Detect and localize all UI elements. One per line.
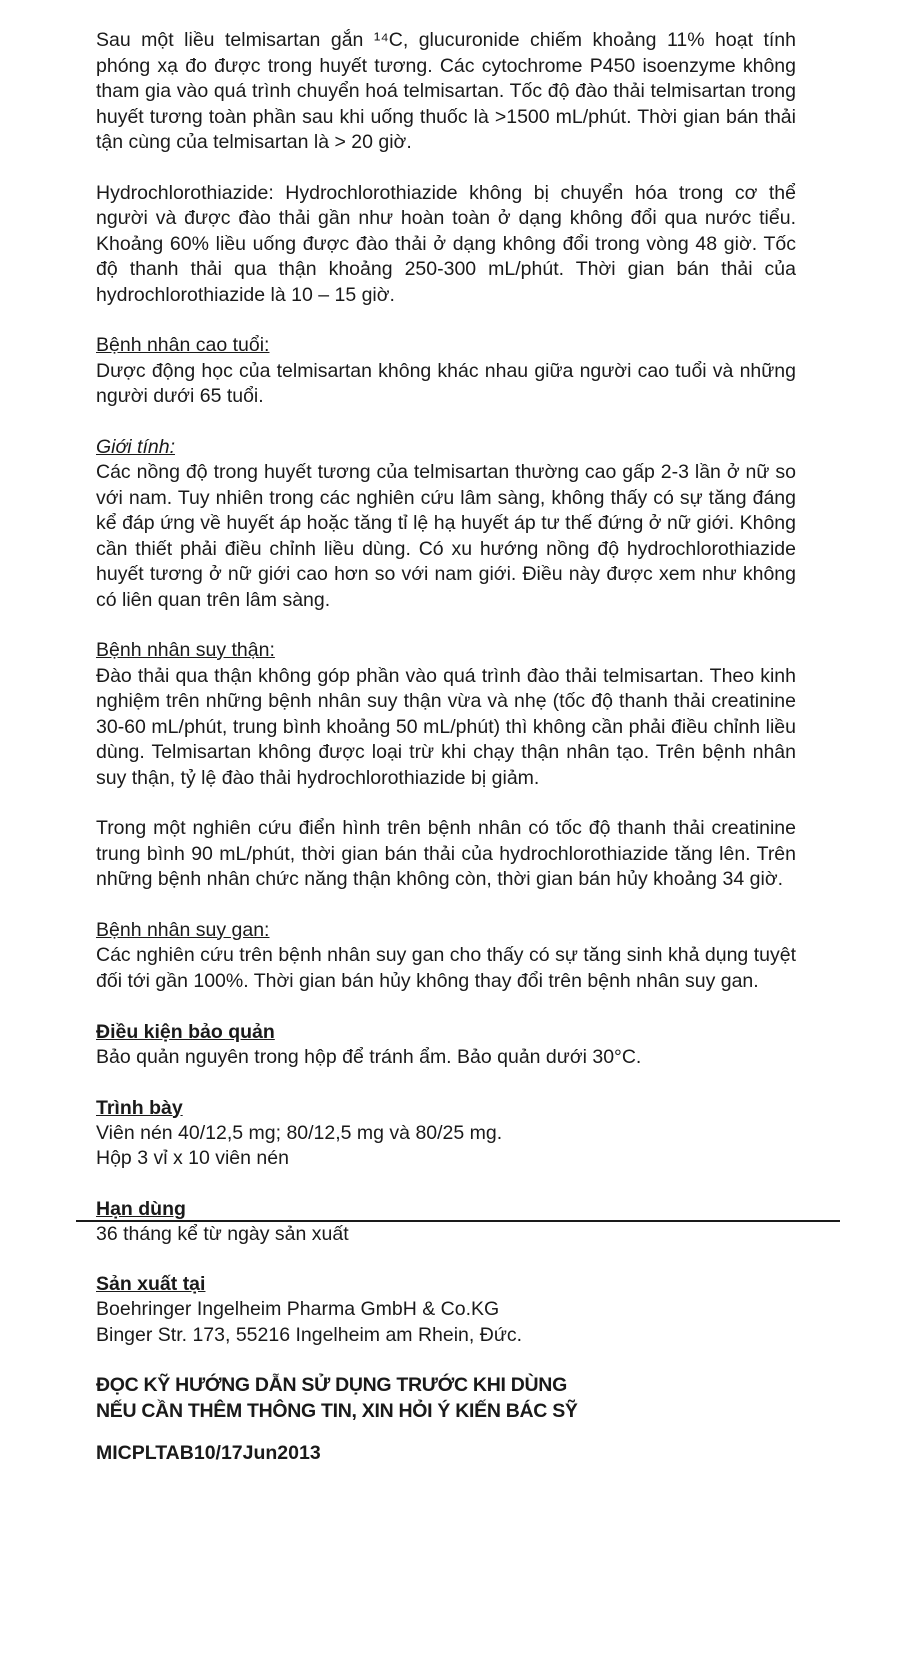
renal-heading: Bệnh nhân suy thận: (96, 639, 275, 661)
renal-section (96, 638, 796, 791)
presentation-section (96, 1095, 796, 1172)
renal-study-paragraph: Trong một nghiên cứu điển hình trên bệnh nhân có tốc độ thanh thải creatinine trung bình 90 mL/phút, thời gian bán thải của hydrochlorothiazide tăng lên. Trên những bệnh nhân chức năng thận không còn, thời gian bán hủy khoảng 34 giờ. (96, 817, 796, 890)
hepatic-heading: Bệnh nhân suy gan: (96, 918, 270, 941)
hydrochlorothiazide-paragraph: Hydrochlorothiazide: Hydrochlorothiazide không bị chuyển hóa trong cơ thể người và được đào thải gần như hoàn toàn ở dạng không đổi qua nước tiểu. Khoảng 60% liều uống được đào thải ở dạng không đổi trong vòng 48 giờ. Tốc độ thanh thải qua thận khoảng 250-300 mL/phút. Thời gian bán thải của hydrochlorothiazide là 10 – 15 giờ. (96, 181, 796, 306)
presentation-line: Hộp 3 vỉ x 10 viên nén (96, 1147, 289, 1169)
elderly-text: Dược động học của telmisartan không khác nhau giữa người cao tuổi và những người dưới 65 tuổi. (96, 359, 796, 407)
hepatic-section (96, 918, 796, 995)
notice-ask-doctor: NẾU CẦN THÊM THÔNG TIN, XIN HỎI Ý KIẾN BÁC SỸ (96, 1400, 578, 1422)
notice-read-instructions: ĐỌC KỸ HƯỚNG DẪN SỬ DỤNG TRƯỚC KHI DÙNG (96, 1374, 567, 1396)
storage-text: Bảo quản nguyên trong hộp để tránh ẩm. Bảo quản dưới 30°C. (96, 1046, 642, 1068)
presentation-title: Trình bày (96, 1096, 183, 1119)
storage-section (96, 1019, 796, 1071)
shelf-life-section (96, 1196, 796, 1248)
elderly-section (96, 333, 796, 410)
presentation-line: Viên nén 40/12,5 mg; 80/12,5 mg và 80/25 mg. (96, 1121, 503, 1144)
gender-section (96, 435, 796, 614)
document-code: MICPLTAB10/17Jun2013 (96, 1442, 321, 1464)
elderly-heading: Bệnh nhân cao tuổi: (96, 334, 270, 356)
notice-block (96, 1372, 796, 1424)
telmisartan-metabolism-paragraph: Sau một liều telmisartan gắn ¹⁴C, glucuronide chiếm khoảng 11% hoạt tính phóng xạ đo được trong huyết tương. Các cytochrome P450 isoenzyme không tham gia vào quá trình chuyển hoá telmisartan. Tốc độ đào thải telmisartan trong huyết tương toàn phần sau khi uống thuốc là >1500 mL/phút. Thời gian bán thải tận cùng của telmisartan là > 20 giờ. (96, 29, 796, 153)
storage-title: Điều kiện bảo quản (96, 1021, 275, 1043)
leaflet-page (96, 28, 796, 1466)
shelf-life-text: 36 tháng kể từ ngày sản xuất (96, 1222, 349, 1245)
gender-text: Các nồng độ trong huyết tương của telmisartan thường cao gấp 2-3 lần ở nữ so với nam. Tuy nhiên trong các nghiên cứu lâm sàng, không thấy có sự tăng đáng kể đáp ứng về huyết áp hoặc tăng tỉ lệ hạ huyết áp tư thế đứng ở nữ giới. Không cần thiết phải điều chỉnh liều dùng. Có xu hướng nồng độ hydrochlorothiazide huyết tương ở nữ giới cao hơn so với nam giới. Điều này được xem như không có liên quan trên lâm sàng. (96, 461, 796, 611)
hepatic-text: Các nghiên cứu trên bệnh nhân suy gan cho thấy có sự tăng sinh khả dụng tuyệt đối tới gần 100%. Thời gian bán hủy không thay đổi trên bệnh nhân suy gan. (96, 944, 796, 992)
shelf-life-title: Hạn dùng (96, 1197, 186, 1220)
manufacturer-line: Binger Str. 173, 55216 Ingelheim am Rhein, Đức. (96, 1323, 523, 1346)
manufacturer-title: Sản xuất tại (96, 1273, 206, 1295)
manufacturer-section (96, 1271, 796, 1348)
renal-text: Đào thải qua thận không góp phần vào quá trình đào thải telmisartan. Theo kinh nghiệm trên những bệnh nhân suy thận vừa và nhẹ (tốc độ thanh thải creatinine 30-60 mL/phút, trung bình khoảng 50 mL/phút) thì không cần phải điều chỉnh liều dùng. Telmisartan không được loại trừ khi chạy thận nhân tạo. Trên bệnh nhân suy thận, tỷ lệ đào thải hydrochlorothiazide bị giảm. (96, 664, 796, 789)
gender-heading: Giới tính: (96, 435, 175, 458)
manufacturer-line: Boehringer Ingelheim Pharma GmbH & Co.KG (96, 1298, 500, 1320)
